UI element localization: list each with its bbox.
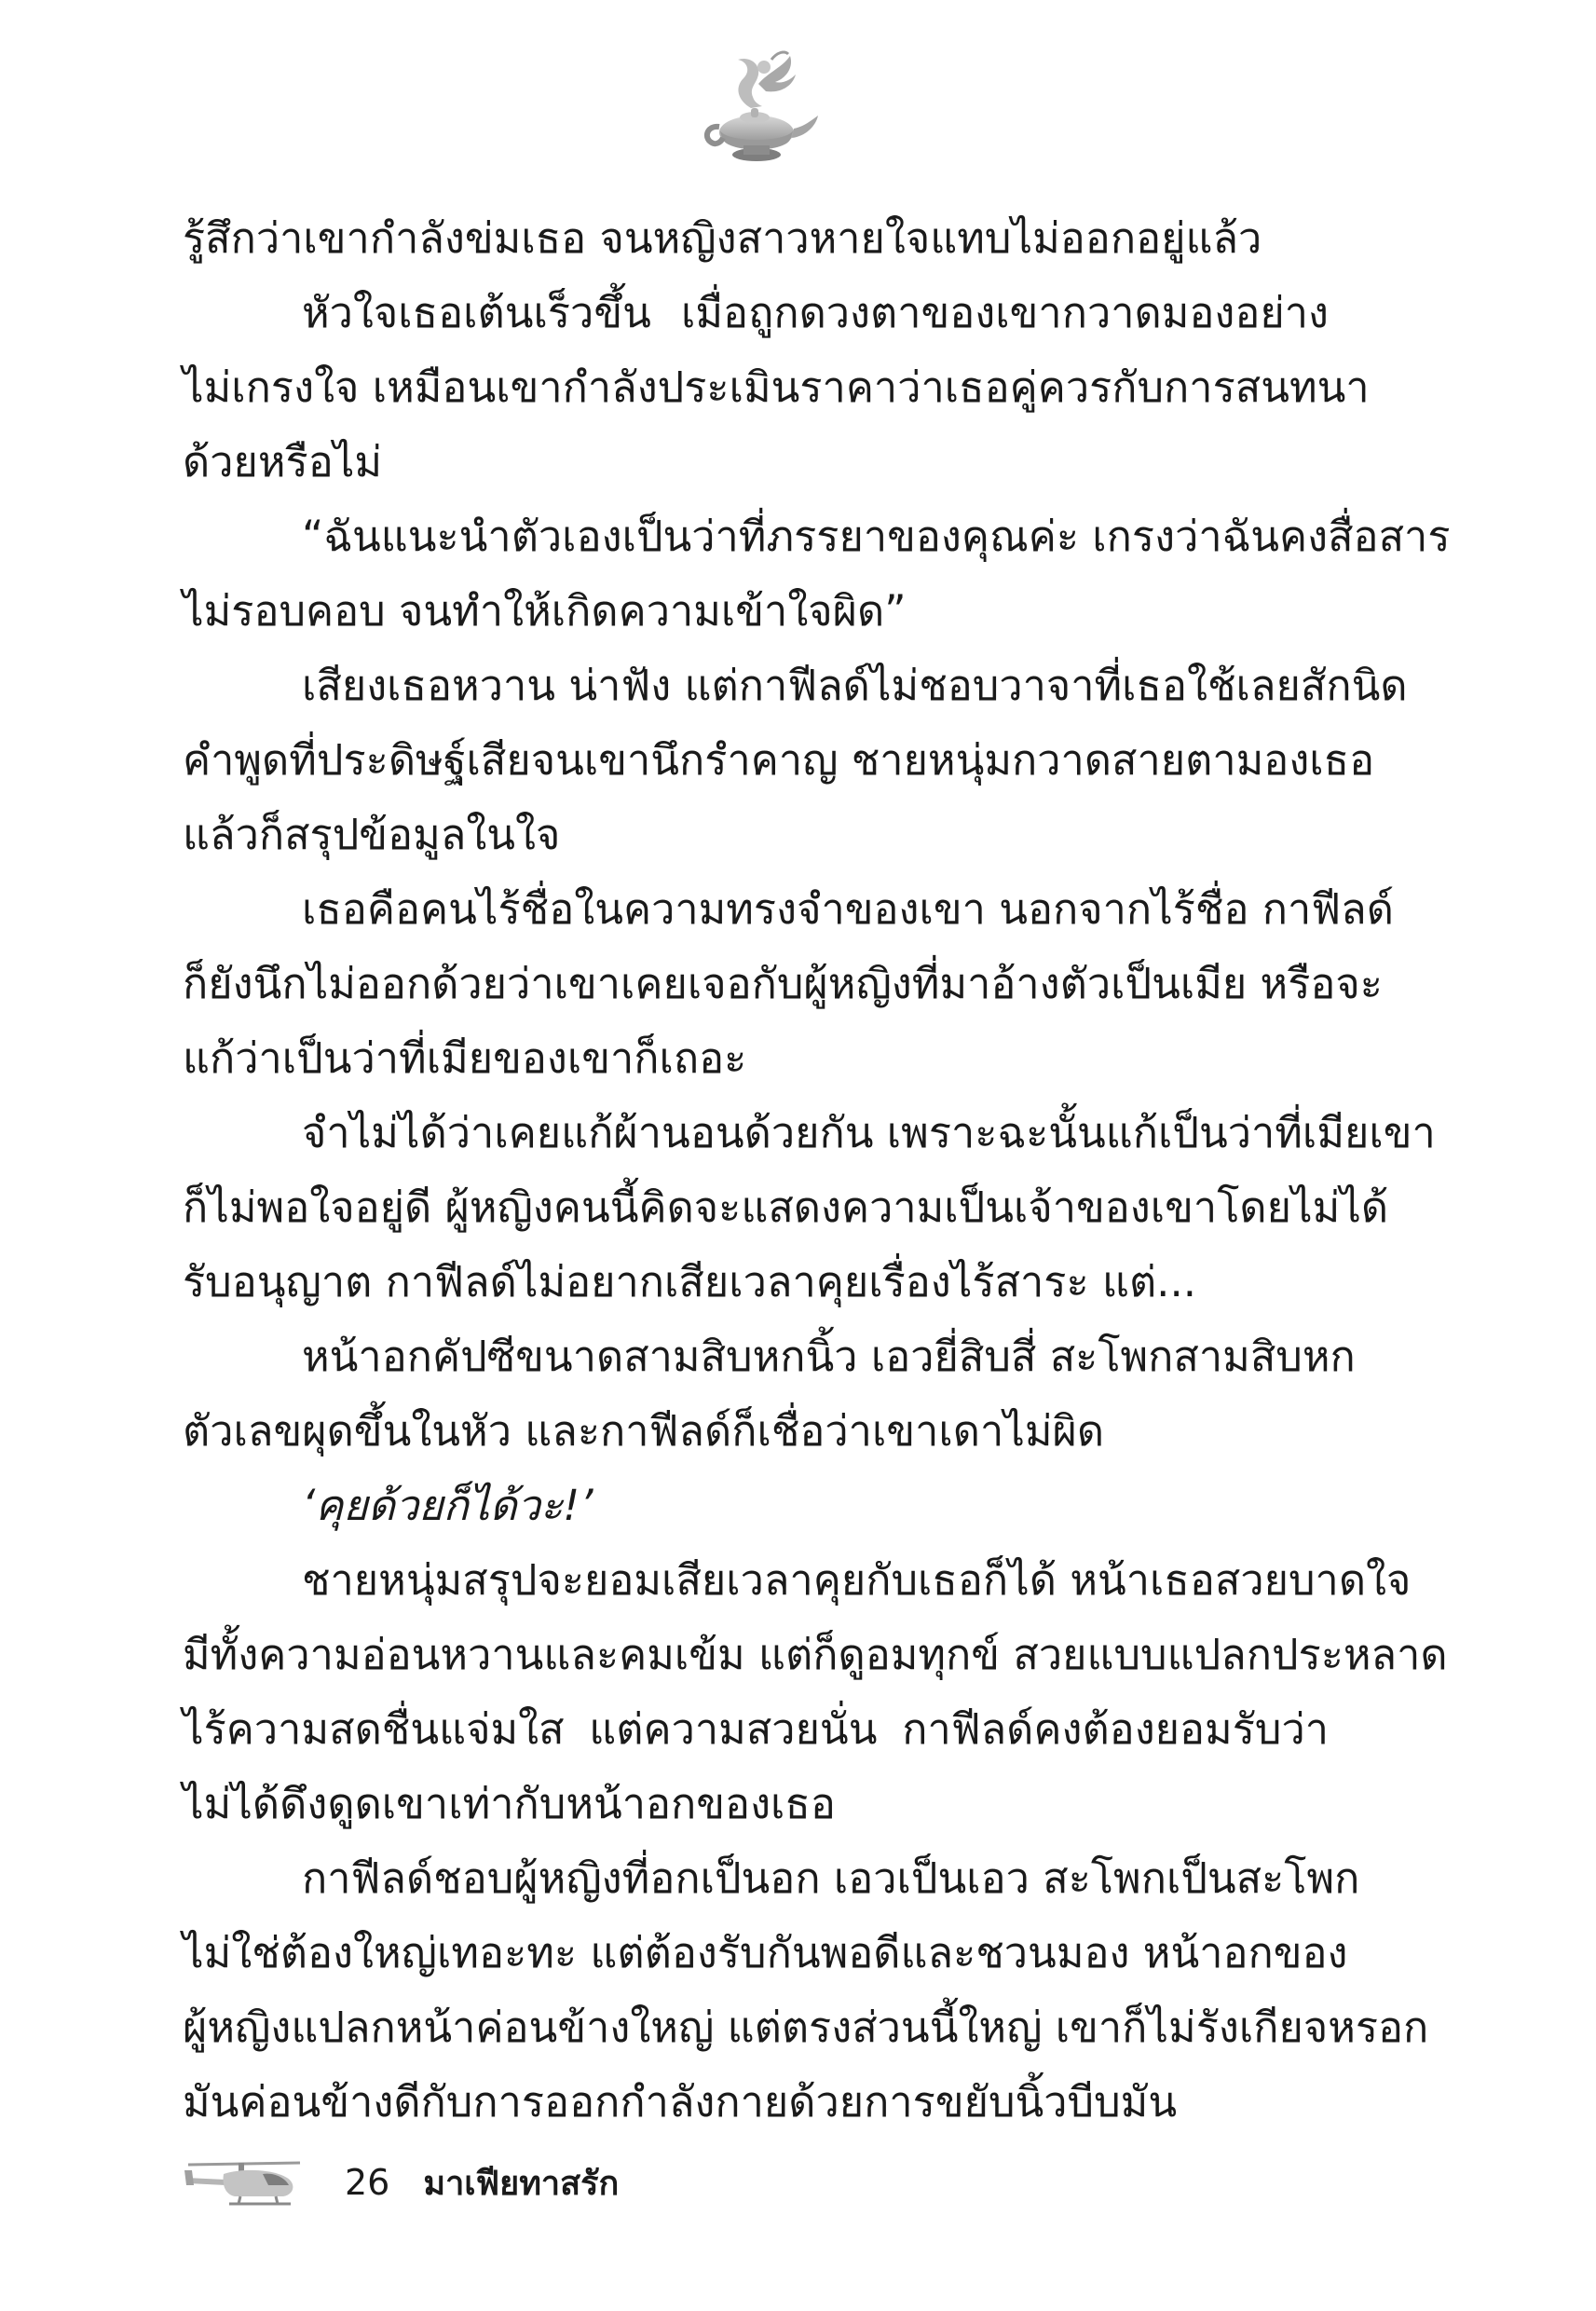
text-line: ตัวเลขผุดขึ้นในหัว และกาฟีลด์ก็เชื่อว่าเขาเดาไม่ผิด [183,1406,1105,1456]
text-line: ก็ไม่พอใจอยู่ดี ผู้หญิงคนนี้คิดจะแสดงความเป็นเจ้าของเขาโดยไม่ได้ [183,1183,1389,1232]
text-line: เธอคือคนไร้ชื่อในความทรงจำของเขา นอกจากไร้ชื่อ กาฟีลด์ [302,884,1394,934]
text-line: ไม่เกรงใจ เหมือนเขากำลังประเมินราคาว่าเธอคู่ควรกับการสนทนา [183,362,1370,412]
text-line: รู้สึกว่าเขากำลังข่มเธอ จนหญิงสาวหายใจแทบไม่ออกอยู่แล้ว [183,213,1262,263]
page-footer [183,2154,619,2210]
book-title: มาเฟียทาสรัก [423,2164,620,2203]
text-line: ไร้ความสดชื่นแจ่มใส แต่ความสวยนั่น กาฟีลด์คงต้องยอมรับว่า [183,1704,1329,1754]
page-number: 26 [345,2162,390,2203]
text-line: รับอนุญาต กาฟีลด์ไม่อยากเสียเวลาคุยเรื่องไร้สาระ แต่... [183,1257,1197,1306]
text-line: “ฉันแนะนำตัวเองเป็นว่าที่ภรรยาของคุณค่ะ เกรงว่าฉันคงสื่อสาร [302,512,1451,561]
text-line: ไม่รอบคอบ จนทำให้เกิดความเข้าใจผิด” [183,586,907,636]
text-line: ไม่ใช่ต้องใหญ่เทอะทะ แต่ต้องรับกันพอดีและชวนมอง หน้าอกของ [183,1928,1348,1977]
text-line: ผู้หญิงแปลกหน้าค่อนข้างใหญ่ แต่ตรงส่วนนี้ใหญ่ เขาก็ไม่รังเกียจหรอก [183,2003,1429,2052]
text-line: แก้ว่าเป็นว่าที่เมียของเขาก็เถอะ [183,1033,747,1083]
helicopter-icon [183,2157,304,2208]
text-line: กาฟีลด์ชอบผู้หญิงที่อกเป็นอก เอวเป็นเอว สะโพกเป็นสะโพก [302,1853,1360,1903]
text-line: มันค่อนข้างดีกับการออกกำลังกายด้วยการขยับนิ้วบีบมัน [183,2077,1178,2126]
text-line: เสียงเธอหวาน น่าฟัง แต่กาฟีลด์ไม่ชอบวาจาที่เธอใช้เลยสักนิด [302,661,1408,710]
text-line: ก็ยังนึกไม่ออกด้วยว่าเขาเคยเจอกับผู้หญิงที่มาอ้างตัวเป็นเมีย หรือจะ [183,959,1383,1008]
text-line: ชายหนุ่มสรุปจะยอมเสียเวลาคุยกับเธอก็ได้ หน้าเธอสวยบาดใจ [302,1555,1412,1605]
text-line: มีทั้งความอ่อนหวานและคมเข้ม แต่ก็ดูอมทุกข์ สวยแบบแปลกประหลาด [183,1630,1448,1679]
text-line: ด้วยหรือไม่ [183,437,383,486]
italic-thought-line: ‘คุยด้วยก็ได้วะ!’ [302,1481,593,1530]
text-line: แล้วก็สรุปข้อมูลในใจ [183,810,561,859]
text-line: หัวใจเธอเต้นเร็วขึ้น เมื่อถูกดวงตาของเขากวาดมองอย่าง [302,288,1329,337]
text-line: หน้าอกคัปซีขนาดสามสิบหกนิ้ว เอวยี่สิบสี่ สะโพกสามสิบหก [302,1332,1356,1381]
text-line: คำพูดที่ประดิษฐ์เสียจนเขานึกรำคาญ ชายหนุ่มกวาดสายตามองเธอ [183,735,1375,785]
text-line: ไม่ได้ดึงดูดเขาเท่ากับหน้าอกของเธอ [183,1779,836,1828]
body-text [183,201,1451,2140]
genie-lamp-icon [693,47,824,168]
text-line: จำไม่ได้ว่าเคยแก้ผ้านอนด้วยกัน เพราะฉะนั้นแก้เป็นว่าที่เมียเขา [302,1108,1436,1157]
